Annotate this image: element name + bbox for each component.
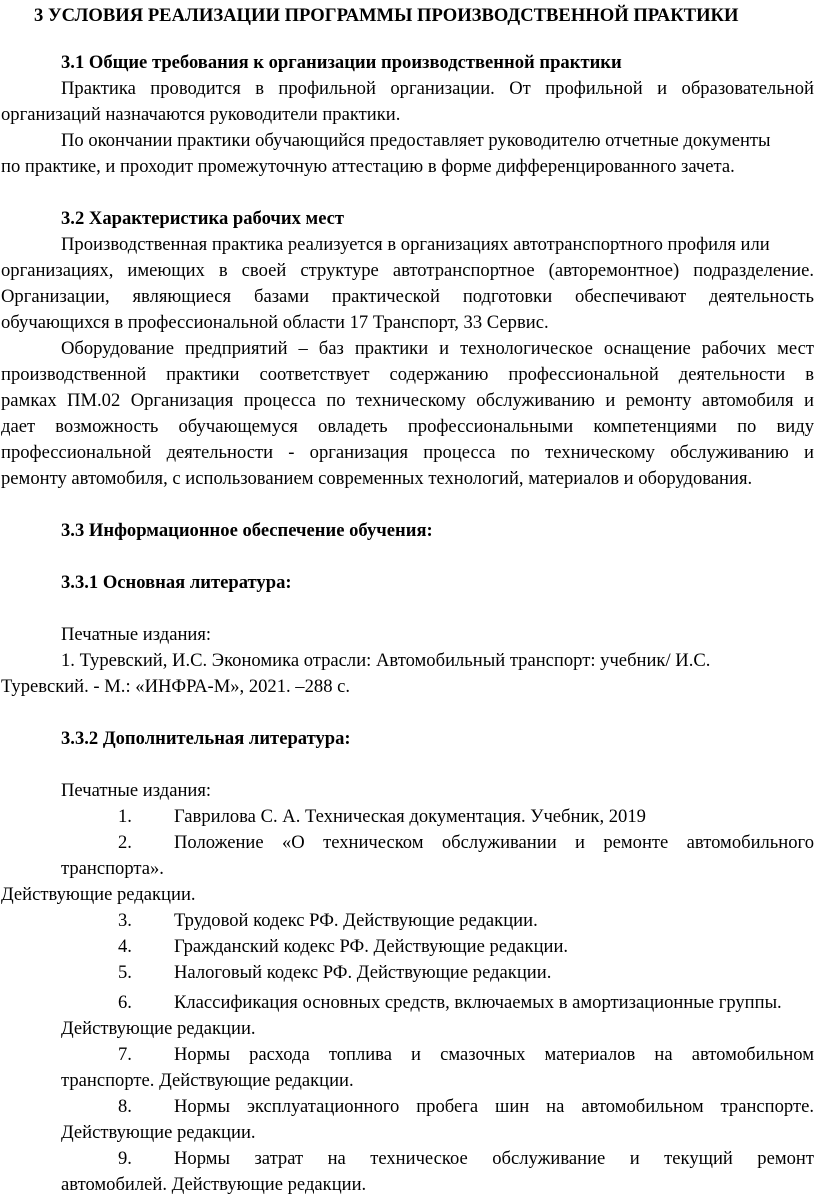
list-item-text: Нормы затрат на техническое обслуживание и текущий ремонт — [174, 1148, 814, 1169]
paragraph-line: профессиональной деятельности - организация процесса по техническому обслуживанию и — [1, 442, 814, 463]
paragraph-line: Производственная практика реализуется в организациях автотранспортного профиля или — [61, 234, 770, 255]
list-item-text: Действующие редакции. — [61, 1122, 256, 1143]
paragraph-line: организациях, имеющих в своей структуре автотранспортное (авторемонтное) подразделение. — [1, 260, 814, 281]
paragraph-line: Оборудование предприятий – баз практики и технологическое оснащение рабочих мест — [61, 338, 814, 359]
list-item-text: Положение «О техническом обслуживании и ремонте автомобильного — [174, 832, 814, 853]
reference-line: Туревский. - М.: «ИНФРА-М», 2021. –288 с. — [1, 676, 351, 697]
list-item-number: 4. — [118, 936, 132, 957]
document-title: 3 УСЛОВИЯ РЕАЛИЗАЦИИ ПРОГРАММЫ ПРОИЗВОДСТВЕННОЙ ПРАКТИКИ — [34, 5, 739, 26]
list-item-text: транспорта». — [61, 858, 164, 879]
section-3-2-heading: 3.2 Характеристика рабочих мест — [61, 208, 345, 229]
paragraph-line: дает возможность обучающемуся овладеть профессиональными компетенциями по виду — [1, 416, 814, 437]
list-item-number: 8. — [118, 1096, 132, 1117]
list-item-text: Нормы расхода топлива и смазочных материалов на автомобильном — [174, 1044, 814, 1065]
list-item-number: 3. — [118, 910, 132, 931]
list-item-text: Действующие редакции. — [61, 1018, 256, 1039]
list-item-number: 5. — [118, 962, 132, 983]
list-item-number: 2. — [118, 832, 132, 853]
list-item-text: Гражданский кодекс РФ. Действующие редакции. — [174, 936, 569, 957]
list-item-number: 6. — [118, 992, 132, 1013]
paragraph-line: обучающихся в профессиональной области 17 Транспорт, 33 Сервис. — [1, 312, 549, 333]
paragraph-line: Организации, являющиеся базами практической подготовки обеспечивают деятельность — [1, 286, 814, 307]
list-item-text: автомобилей. Действующие редакции. — [61, 1174, 367, 1195]
list-item-text: Налоговый кодекс РФ. Действующие редакции. — [174, 962, 552, 983]
list-item-text: Классификация основных средств, включаемых в амортизационные группы. — [174, 992, 782, 1013]
list-item-text: Гаврилова С. А. Техническая документация. Учебник, 2019 — [174, 806, 646, 827]
section-3-3-heading: 3.3 Информационное обеспечение обучения: — [61, 520, 433, 541]
paragraph-line: По окончании практики обучающийся предоставляет руководителю отчетные документы — [61, 130, 771, 151]
list-item-text: Нормы эксплуатационного пробега шин на автомобильном транспорте. — [174, 1096, 814, 1117]
section-3-1-heading: 3.1 Общие требования к организации производственной практики — [61, 52, 622, 73]
paragraph-line: Практика проводится в профильной организации. От профильной и образовательной — [61, 78, 814, 99]
printed-editions-label: Печатные издания: — [61, 624, 212, 645]
section-3-3-1-heading: 3.3.1 Основная литература: — [61, 572, 292, 593]
paragraph-line: организаций назначаются руководители практики. — [1, 104, 401, 125]
paragraph-line: ремонту автомобиля, с использованием современных технологий, материалов и оборудования. — [1, 468, 753, 489]
printed-editions-label: Печатные издания: — [61, 780, 212, 801]
list-item-number: 9. — [118, 1148, 132, 1169]
list-item-number: 7. — [118, 1044, 132, 1065]
paragraph-line: по практике, и проходит промежуточную аттестацию в форме дифференцированного зачета. — [1, 156, 735, 177]
list-item-text: Действующие редакции. — [1, 884, 196, 905]
list-item-text: транспорте. Действующие редакции. — [61, 1070, 354, 1091]
paragraph-line: рамках ПМ.02 Организация процесса по техническому обслуживанию и ремонту автомобиля и — [1, 390, 814, 411]
list-item-text: Трудовой кодекс РФ. Действующие редакции. — [174, 910, 538, 931]
list-item-number: 1. — [118, 806, 132, 827]
paragraph-line: производственной практики соответствует содержанию профессиональной деятельности в — [1, 364, 814, 385]
reference-line: 1. Туревский, И.С. Экономика отрасли: Автомобильный транспорт: учебник/ И.С. — [61, 650, 711, 671]
section-3-3-2-heading: 3.3.2 Дополнительная литература: — [61, 728, 351, 749]
